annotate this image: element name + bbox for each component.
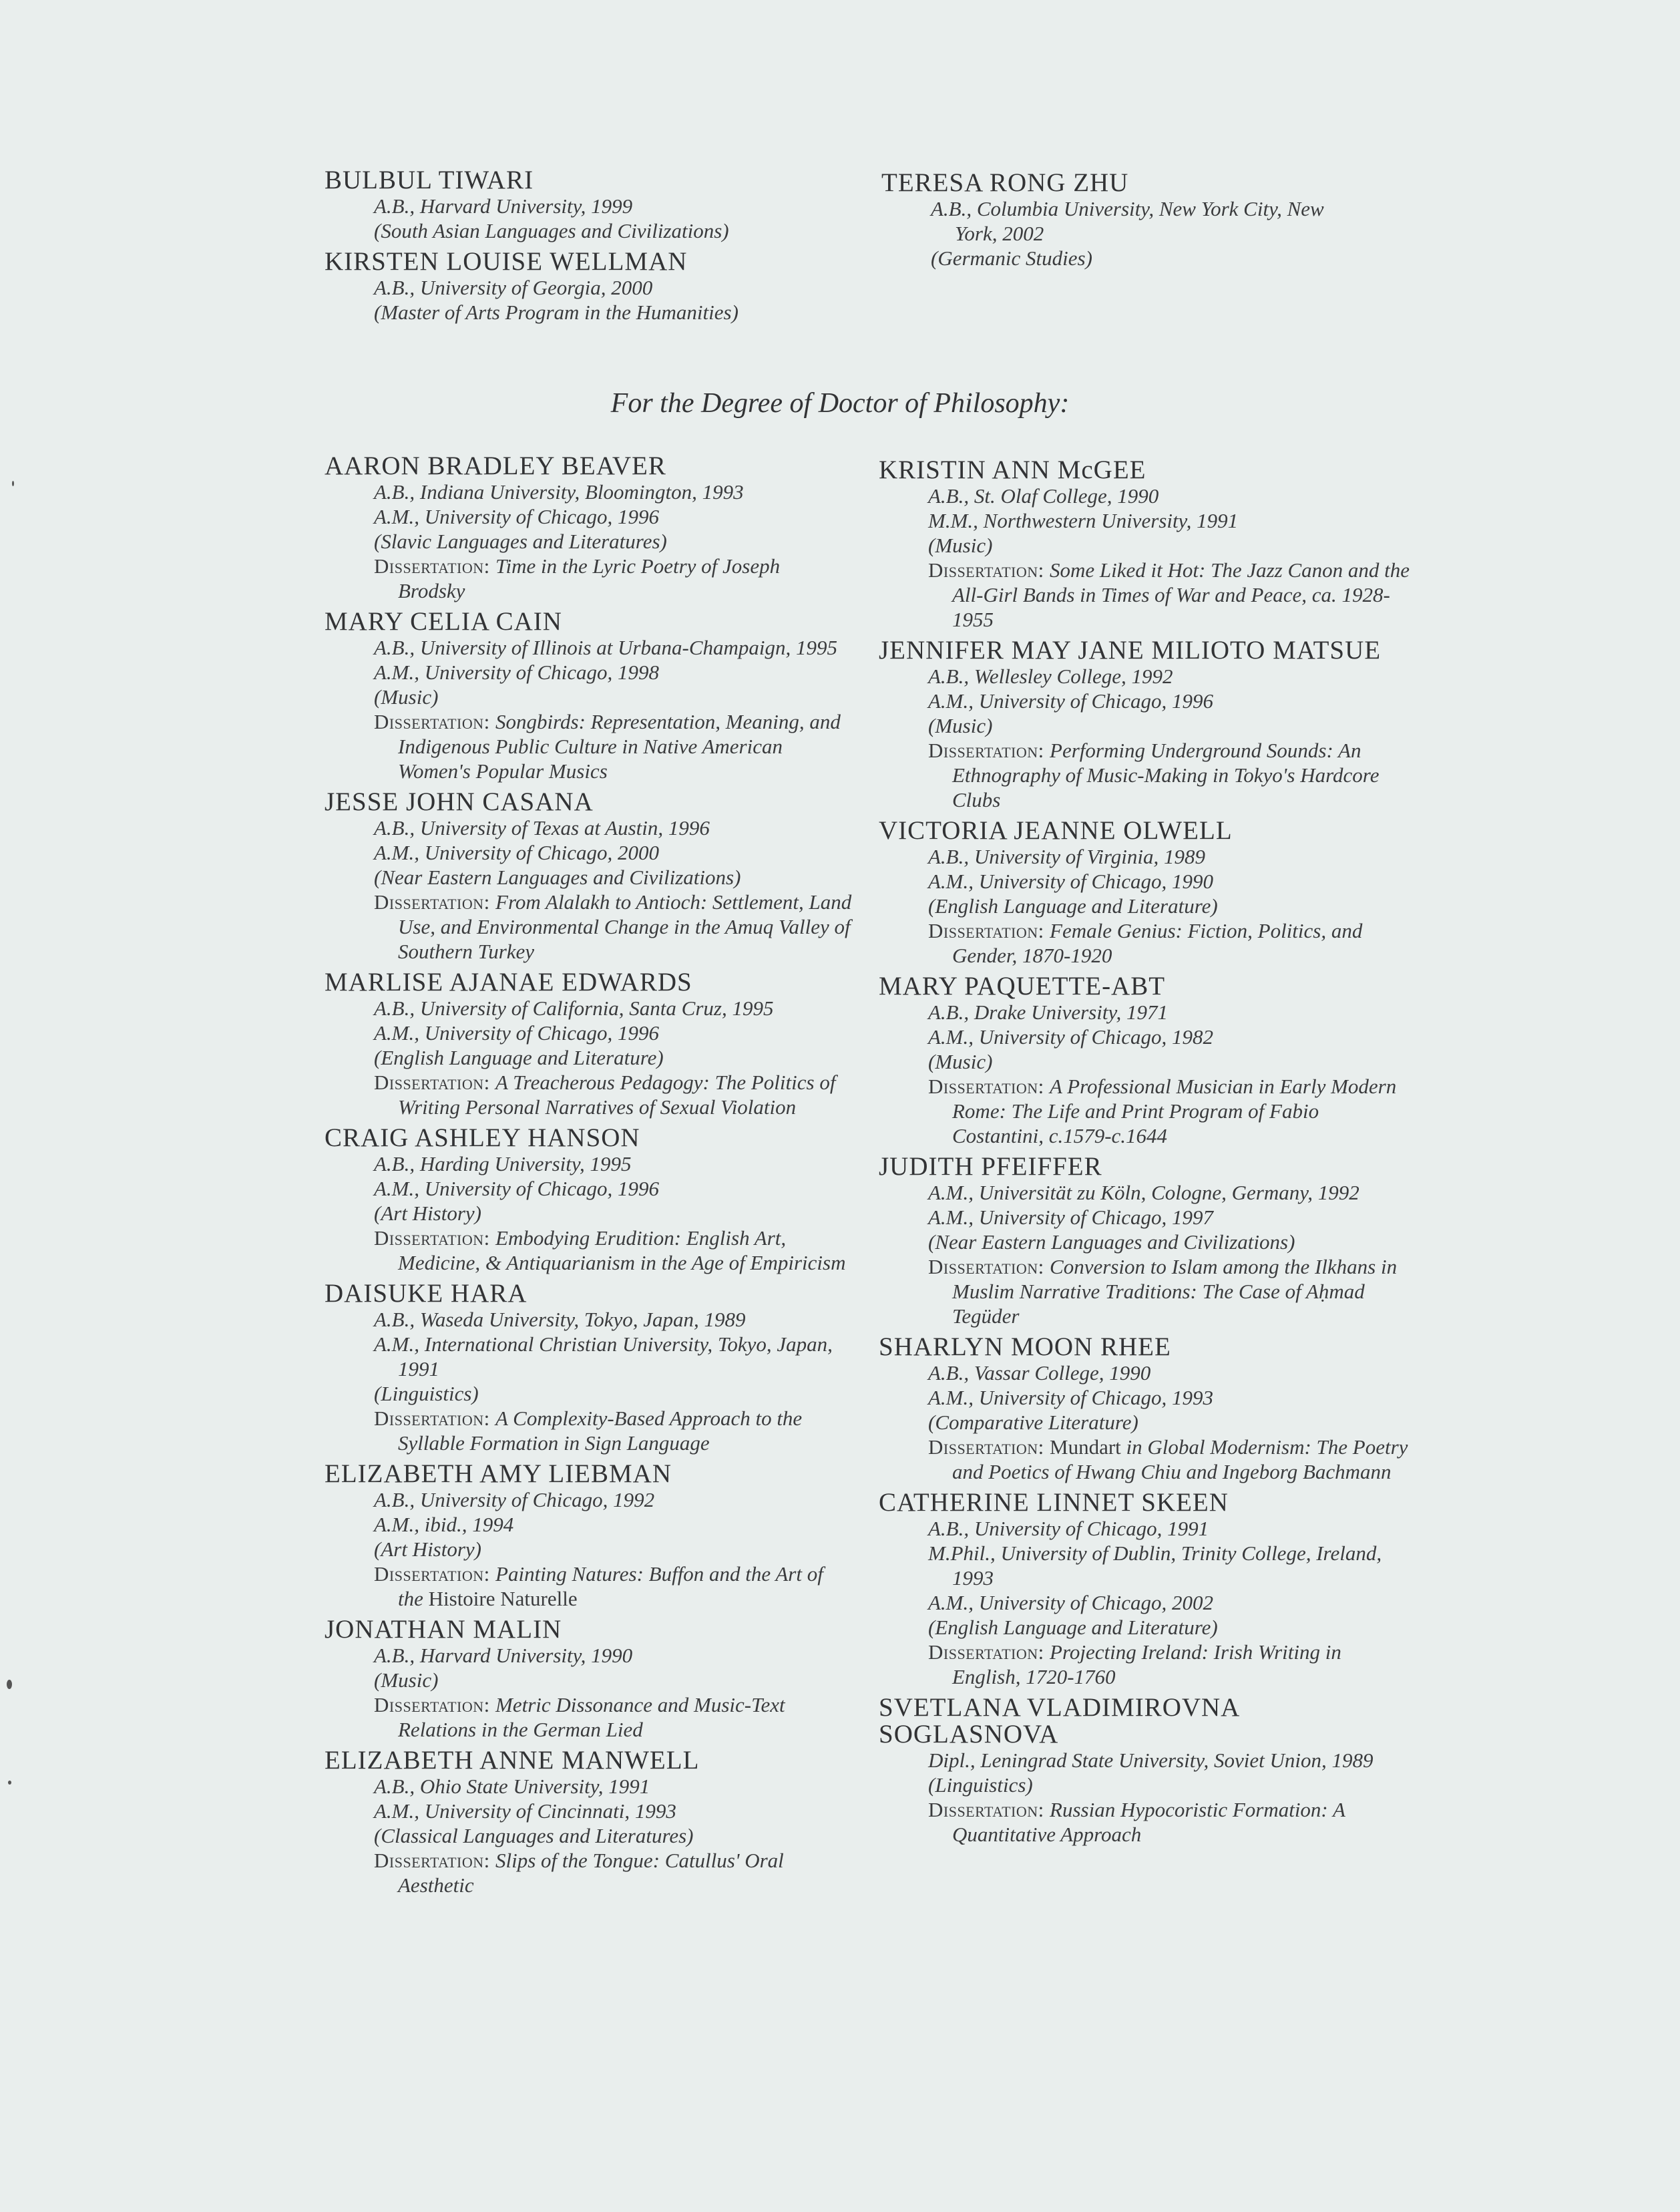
graduate-entry (325, 1125, 852, 1275)
dissertation-label: Dissertation: (374, 710, 496, 733)
degree-line: (Music) (928, 714, 993, 737)
degree-line: A.M., University of Chicago, 1996 (374, 505, 660, 528)
degree-line: A.M., University of Chicago, 1996 (374, 1177, 660, 1200)
degree-line: (English Language and Literature) (928, 894, 1218, 918)
degree-line: A.B., University of Illinois at Urbana-Champaign, 1995 (374, 636, 838, 659)
graduate-name: KRISTIN ANN McGEE (879, 455, 1146, 484)
degree-line: (Near Eastern Languages and Civilizations) (928, 1230, 1295, 1254)
graduate-name: VICTORIA JEANNE OLWELL (879, 816, 1233, 845)
dissertation-label: Dissertation: (928, 1640, 1050, 1664)
graduate-entry (325, 608, 852, 783)
degree-line: A.B., University of Texas at Austin, 1996 (374, 816, 710, 840)
degree-line: A.M., ibid., 1994 (374, 1513, 514, 1536)
graduate-entry (879, 1694, 1413, 1847)
degree-line: A.B., Harvard University, 1990 (374, 1644, 633, 1667)
dissertation-line (903, 738, 1413, 812)
graduate-name: TERESA RONG ZHU (881, 168, 1129, 197)
graduate-entry (325, 453, 852, 603)
dissertation-label: Dissertation: (928, 558, 1050, 582)
dissertation-label: Dissertation: (928, 1075, 1050, 1098)
dissertation-title: A Complexity-Based Approach to the Syllable Formation in Sign Language (398, 1407, 803, 1455)
graduate-entry (881, 170, 1362, 270)
dissertation-line (903, 1797, 1413, 1847)
graduate-name: MARY PAQUETTE-ABT (879, 972, 1166, 1000)
degree-line: A.M., University of Cincinnati, 1993 (374, 1799, 676, 1823)
degree-line: A.B., Vassar College, 1990 (928, 1361, 1151, 1385)
graduate-name: SHARLYN MOON RHEE (879, 1332, 1171, 1361)
dissertation-title: Performing Underground Sounds: An Ethnography of Music-Making in Tokyo's Hardcore Clubs (952, 739, 1380, 811)
dissertation-label: Dissertation: (928, 739, 1050, 762)
dissertation-title: Songbirds: Representation, Meaning, and Indigenous Public Culture in Native American Women's Popular Musics (398, 710, 841, 783)
dissertation-label: Dissertation: (374, 1562, 496, 1586)
dissertation-label: Dissertation: (928, 1435, 1050, 1459)
degree-line: A.B., Ohio State University, 1991 (374, 1775, 650, 1798)
degree-line: (Slavic Languages and Literatures) (374, 530, 667, 553)
dissertation-label: Dissertation: (928, 1255, 1050, 1278)
dissertation-label: Dissertation: (374, 1849, 496, 1872)
graduate-entry (879, 457, 1413, 632)
degree-line: (Art History) (374, 1202, 482, 1225)
dissertation-title: in Global Modernism: The Poetry and Poetics of Hwang Chiu and Ingeborg Bachmann (952, 1435, 1408, 1483)
dissertation-title: A Professional Musician in Early Modern Rome: The Life and Print Program of Fabio Costantini, c.1579-c.1644 (952, 1075, 1397, 1147)
degree-line: A.B., Drake University, 1971 (928, 1000, 1169, 1024)
dissertation-label: Dissertation: (928, 919, 1050, 942)
dissertation-line (349, 1692, 852, 1742)
degree-line: A.M., University of Chicago, 1982 (928, 1025, 1214, 1049)
dissertation-title: Time in the Lyric Poetry of Joseph Brodsky (398, 554, 781, 602)
degree-line: Dipl., Leningrad State University, Soviet Union, 1989 (928, 1748, 1374, 1772)
dissertation-label: Dissertation: (374, 1693, 496, 1716)
dissertation-title: A Treacherous Pedagogy: The Politics of Writing Personal Narratives of Sexual Violation (398, 1071, 836, 1119)
graduate-name: ELIZABETH AMY LIEBMAN (325, 1459, 672, 1488)
graduate-name: SVETLANA VLADIMIROVNA SOGLASNOVA (879, 1693, 1239, 1748)
dissertation-title: Embodying Erudition: English Art, Medicine, & Antiquarianism in the Age of Empiricism (398, 1226, 846, 1274)
degree-line: A.M., University of Chicago, 1996 (928, 689, 1214, 713)
graduate-name: ELIZABETH ANNE MANWELL (325, 1746, 700, 1775)
dissertation-title: Some Liked it Hot: The Jazz Canon and the All-Girl Bands in Times of War and Peace, ca. 1928-1955 (952, 558, 1410, 631)
dissertation-line (349, 1561, 852, 1611)
graduate-name: BULBUL TIWARI (325, 166, 534, 194)
degree-line: A.M., University of Chicago, 1990 (928, 870, 1214, 893)
degree-line: A.B., Indiana University, Bloomington, 1993 (374, 480, 744, 504)
dissertation-line (903, 558, 1413, 632)
degree-line: A.B., Wellesley College, 1992 (928, 665, 1173, 688)
dissertation-title: Female Genius: Fiction, Politics, and Gender, 1870-1920 (952, 919, 1363, 967)
degree-line: (Linguistics) (928, 1773, 1033, 1797)
phd-left-column (325, 453, 852, 1903)
dissertation-label: Dissertation: (928, 1798, 1050, 1821)
graduate-entry (879, 1489, 1413, 1689)
degree-line: A.B., Harding University, 1995 (374, 1152, 632, 1175)
degree-line: A.M., University of Chicago, 1998 (374, 661, 660, 684)
graduate-entry (325, 1747, 852, 1897)
degree-line: A.B., University of Chicago, 1992 (374, 1488, 655, 1511)
graduate-name: KIRSTEN LOUISE WELLMAN (325, 247, 688, 276)
graduate-name: JENNIFER MAY JANE MILIOTO MATSUE (879, 636, 1382, 665)
degree-line: A.M., Universität zu Köln, Cologne, Germany, 1992 (928, 1181, 1359, 1204)
degree-line: A.M., University of Chicago, 1993 (928, 1386, 1214, 1409)
graduate-entry (879, 1153, 1413, 1328)
dissertation-title: Metric Dissonance and Music-Text Relations in the German Lied (398, 1693, 785, 1741)
dissertation-line (903, 1254, 1413, 1328)
degree-line: (Master of Arts Program in the Humanities) (374, 301, 739, 324)
top-left-column (325, 167, 872, 330)
dissertation-line (349, 1070, 852, 1119)
phd-right-column (879, 457, 1413, 1852)
top-right-column (881, 170, 1362, 276)
scan-speck (8, 1781, 11, 1785)
graduate-name: DAISUKE HARA (325, 1279, 528, 1308)
graduate-entry (325, 248, 872, 325)
dissertation-label: Dissertation: (374, 554, 496, 578)
dissertation-label: Dissertation: (374, 1226, 496, 1250)
degree-line: A.B., Harvard University, 1999 (374, 194, 633, 218)
graduate-entry (325, 1461, 852, 1611)
degree-line: (Germanic Studies) (931, 246, 1092, 270)
graduate-name: MARLISE AJANAE EDWARDS (325, 968, 692, 996)
dissertation-title: Russian Hypocoristic Formation: A Quantitative Approach (952, 1798, 1345, 1846)
degree-line: A.B., Columbia University, New York City, New York, 2002 (931, 197, 1324, 245)
dissertation-label: Dissertation: (374, 1071, 496, 1094)
graduate-entry (325, 167, 872, 243)
degree-line: (Music) (928, 534, 993, 557)
dissertation-line (903, 1640, 1413, 1689)
dissertation-line (903, 918, 1413, 968)
dissertation-label: Dissertation: (374, 890, 496, 914)
degree-line: (Classical Languages and Literatures) (374, 1824, 694, 1847)
graduate-entry (879, 637, 1413, 812)
degree-line: A.B., University of Georgia, 2000 (374, 276, 653, 299)
degree-line: (Comparative Literature) (928, 1411, 1138, 1434)
degree-line: (Music) (374, 685, 439, 709)
scan-speck (7, 1680, 12, 1689)
degree-line: A.M., University of Chicago, 1996 (374, 1021, 660, 1045)
degree-line: (Music) (374, 1668, 439, 1692)
degree-line: (Near Eastern Languages and Civilizations) (374, 866, 741, 889)
dissertation-line (349, 1848, 852, 1897)
dissertation-line (349, 709, 852, 783)
graduate-name: JESSE JOHN CASANA (325, 787, 594, 816)
degree-line: (English Language and Literature) (928, 1616, 1218, 1639)
graduate-entry (879, 817, 1413, 968)
degree-line: A.M., University of Chicago, 2002 (928, 1591, 1214, 1614)
degree-line: A.B., University of Chicago, 1991 (928, 1517, 1209, 1540)
graduate-entry (879, 973, 1413, 1148)
graduate-entry (325, 1616, 852, 1742)
degree-line: (Linguistics) (374, 1382, 479, 1405)
dissertation-line (903, 1435, 1413, 1484)
dissertation-label: Dissertation: (374, 1407, 496, 1430)
degree-line: (Art History) (374, 1537, 482, 1561)
dissertation-line (349, 1406, 852, 1455)
graduate-entry (325, 1280, 852, 1455)
graduate-name: CRAIG ASHLEY HANSON (325, 1123, 640, 1152)
degree-line: A.B., University of Virginia, 1989 (928, 845, 1206, 868)
graduate-name: MARY CELIA CAIN (325, 607, 562, 636)
phd-heading: For the Degree of Doctor of Philosophy: (610, 388, 1070, 419)
dissertation-title: Conversion to Islam among the Ilkhans in Muslim Narrative Traditions: The Case of Aḥmad Tegüder (952, 1255, 1398, 1328)
dissertation-title-roman: Histoire Naturelle (428, 1587, 578, 1610)
graduate-entry (325, 969, 852, 1119)
degree-line: M.M., Northwestern University, 1991 (928, 509, 1239, 532)
degree-line: A.B., St. Olaf College, 1990 (928, 484, 1159, 508)
dissertation-title: Painting Natures: Buffon and the Art of the (398, 1562, 823, 1610)
dissertation-title: Slips of the Tongue: Catullus' Oral Aesthetic (398, 1849, 784, 1897)
degree-line: A.B., Waseda University, Tokyo, Japan, 1989 (374, 1308, 746, 1331)
degree-line: A.B., University of California, Santa Cruz, 1995 (374, 996, 774, 1020)
graduate-entry (325, 789, 852, 964)
dissertation-title: Projecting Ireland: Irish Writing in English, 1720-1760 (952, 1640, 1341, 1688)
graduate-name: CATHERINE LINNET SKEEN (879, 1488, 1229, 1517)
dissertation-line (349, 890, 852, 964)
degree-line: (Music) (928, 1050, 993, 1073)
dissertation-title-roman: Mundart (1050, 1435, 1121, 1459)
dissertation-line (349, 1226, 852, 1275)
graduate-entry (879, 1334, 1413, 1484)
degree-line: (English Language and Literature) (374, 1046, 664, 1069)
degree-line: (South Asian Languages and Civilizations) (374, 219, 729, 242)
degree-line: A.M., International Christian University, Tokyo, Japan, 1991 (374, 1332, 833, 1380)
degree-line: M.Phil., University of Dublin, Trinity College, Ireland, 1993 (928, 1541, 1382, 1590)
scan-speck (12, 481, 14, 486)
dissertation-line (903, 1074, 1413, 1148)
dissertation-title: From Alalakh to Antioch: Settlement, Land Use, and Environmental Change in the Amuq Valley of Southern Turkey (398, 890, 852, 963)
graduate-name: JUDITH PFEIFFER (879, 1152, 1102, 1181)
degree-line: A.M., University of Chicago, 1997 (928, 1206, 1214, 1229)
graduate-name: AARON BRADLEY BEAVER (325, 451, 666, 480)
dissertation-line (349, 554, 852, 603)
graduate-name: JONATHAN MALIN (325, 1615, 562, 1644)
degree-line: A.M., University of Chicago, 2000 (374, 841, 660, 864)
